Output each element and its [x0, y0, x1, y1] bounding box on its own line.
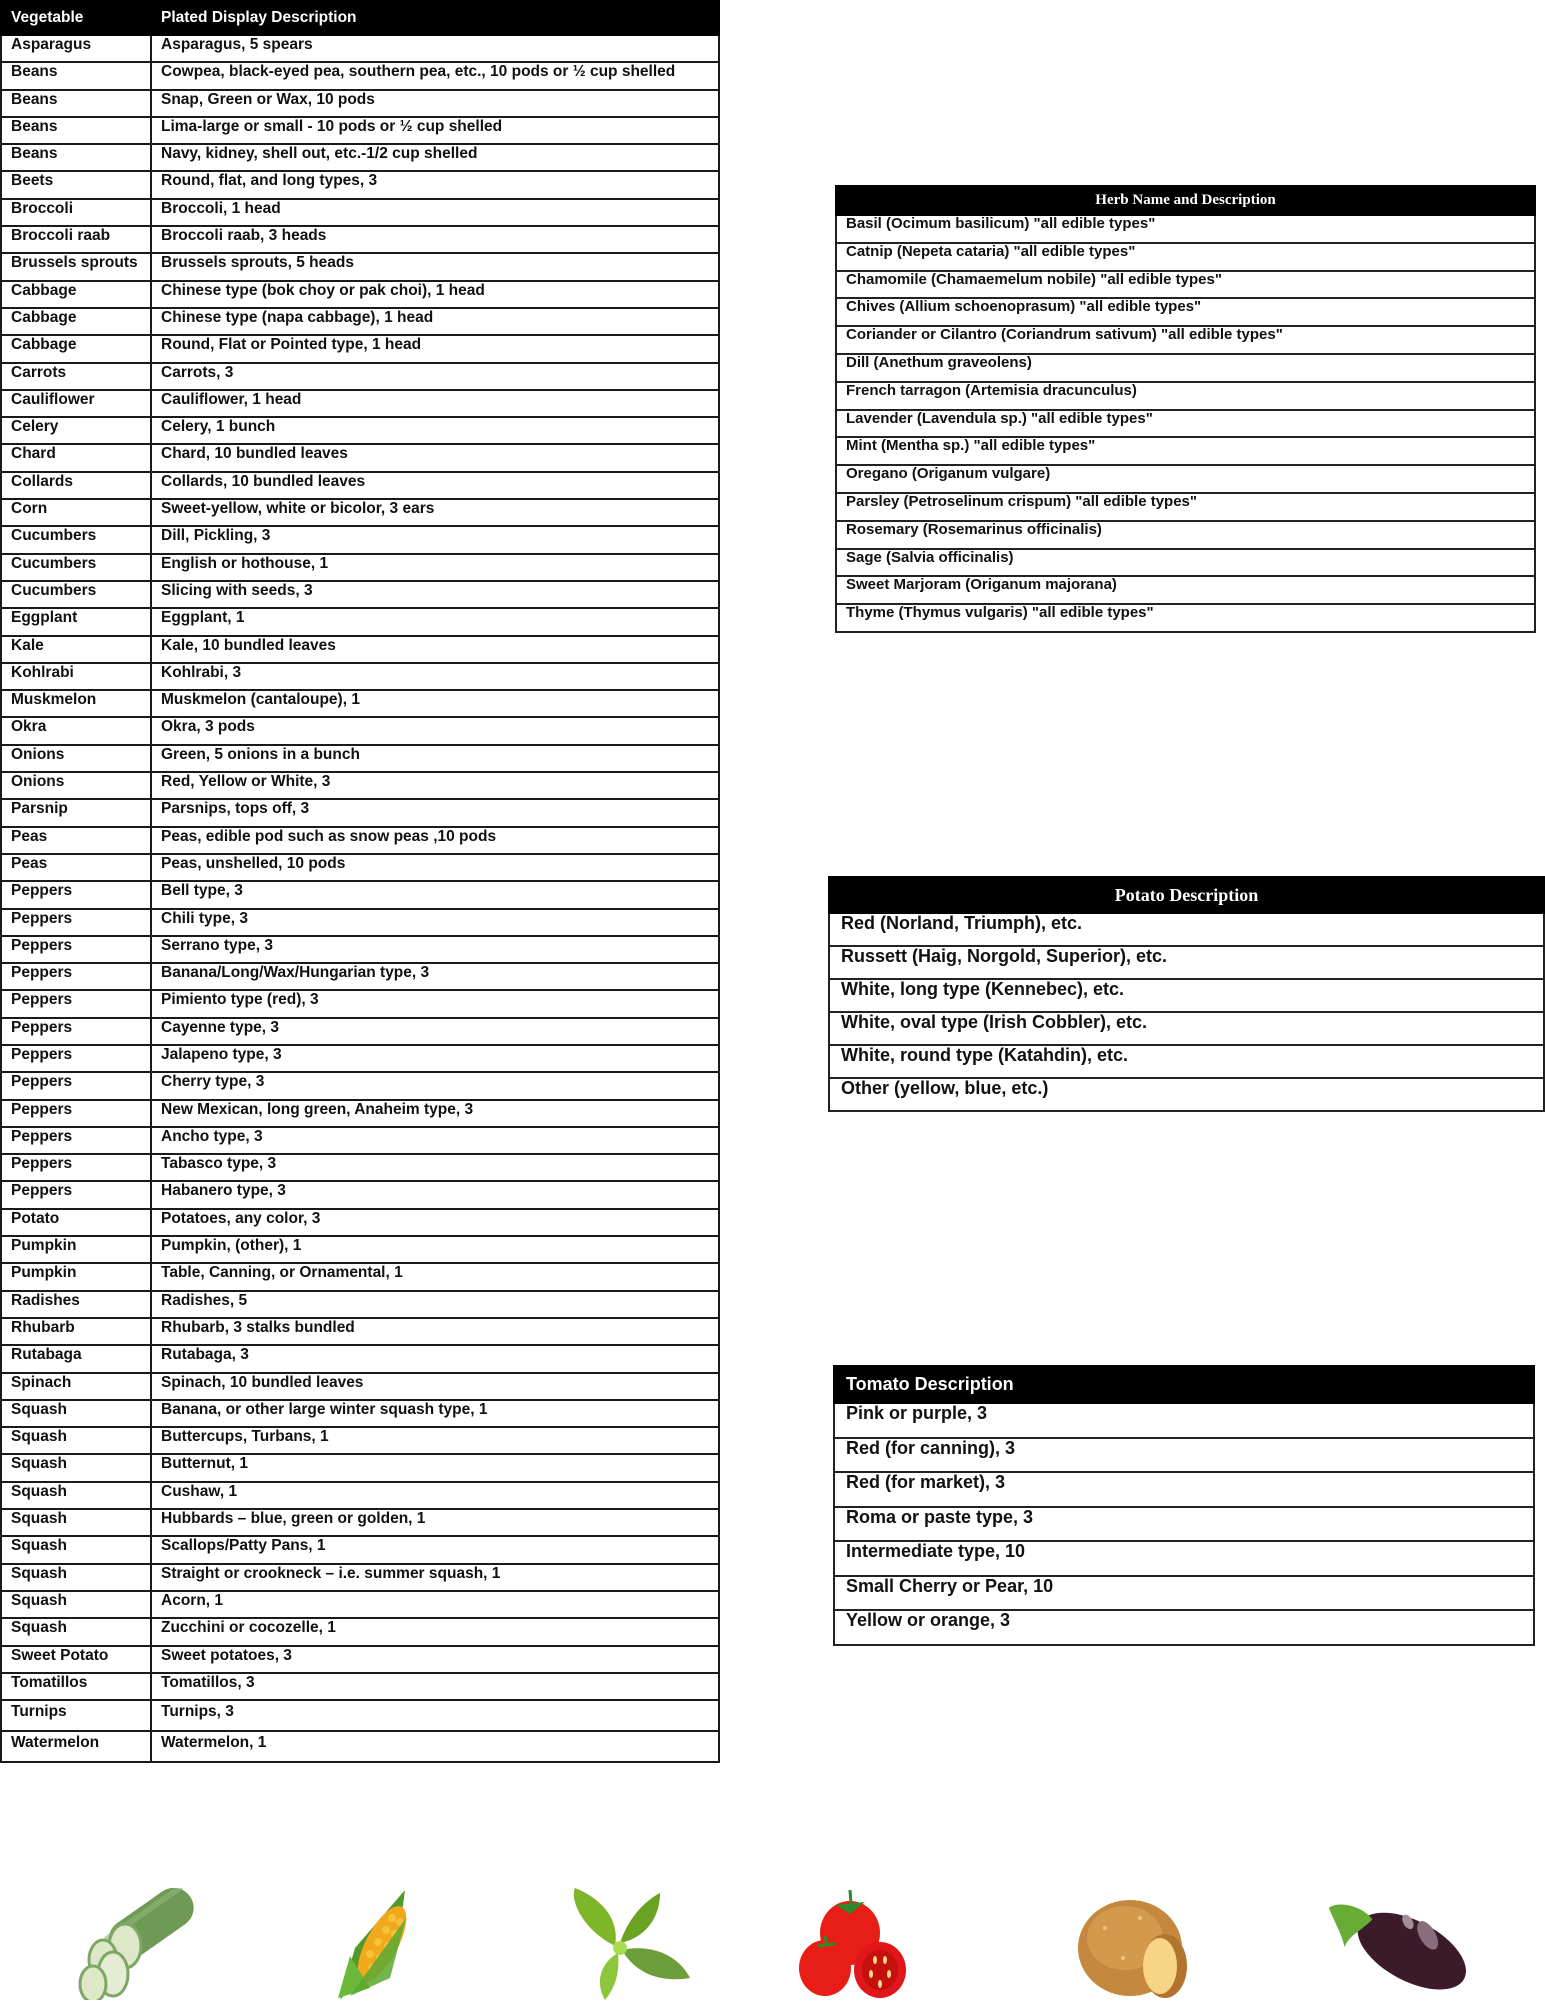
tomato-header-row — [834, 1366, 1534, 1403]
herb-description-cell: Parsley (Petroselinum crispum) "all edible types" — [836, 493, 1535, 521]
vegetable-description-cell: Parsnips, tops off, 3 — [151, 799, 719, 826]
vegetable-description-cell: Lima-large or small - 10 pods or ½ cup shelled — [151, 117, 719, 144]
tomato-description-cell: Intermediate type, 10 — [834, 1541, 1534, 1576]
vegetable-description-cell: Chili type, 3 — [151, 909, 719, 936]
herb-description-cell: Dill (Anethum graveolens) — [836, 354, 1535, 382]
table-row — [1, 1318, 719, 1345]
tomato-table-body — [834, 1403, 1534, 1645]
vegetable-description-cell: Bell type, 3 — [151, 881, 719, 908]
vegetable-description-cell: Asparagus, 5 spears — [151, 35, 719, 62]
vegetable-name-cell: Peppers — [1, 936, 151, 963]
vegetable-name-cell: Peppers — [1, 963, 151, 990]
vegetable-description-cell: Snap, Green or Wax, 10 pods — [151, 90, 719, 117]
vegetable-name-cell: Radishes — [1, 1291, 151, 1318]
vegetable-description-cell: Turnips, 3 — [151, 1700, 719, 1731]
vegetable-description-cell: Habanero type, 3 — [151, 1181, 719, 1208]
vegetable-name-cell: Carrots — [1, 363, 151, 390]
table-row — [1, 144, 719, 171]
table-row — [836, 243, 1535, 271]
table-row — [1, 171, 719, 198]
vegetable-name-cell: Cucumbers — [1, 554, 151, 581]
vegetable-name-cell: Squash — [1, 1427, 151, 1454]
vegetable-description-cell: Banana, or other large winter squash type, 1 — [151, 1400, 719, 1427]
mint-icon — [560, 1888, 710, 2000]
table-row — [1, 554, 719, 581]
vegetable-name-cell: Squash — [1, 1536, 151, 1563]
table-row — [834, 1438, 1534, 1473]
potato-table — [828, 876, 1545, 1112]
table-row — [836, 493, 1535, 521]
vegetable-description-cell: Dill, Pickling, 3 — [151, 526, 719, 553]
tomato-description-cell: Small Cherry or Pear, 10 — [834, 1576, 1534, 1611]
vegetable-name-cell: Peppers — [1, 909, 151, 936]
table-row — [1, 35, 719, 62]
vegetable-name-cell: Turnips — [1, 1700, 151, 1731]
vegetable-name-cell: Peppers — [1, 1100, 151, 1127]
table-row — [1, 1236, 719, 1263]
vegetable-description-cell: Navy, kidney, shell out, etc.-1/2 cup shelled — [151, 144, 719, 171]
table-row — [836, 549, 1535, 577]
table-row — [836, 604, 1535, 632]
vegetable-description-cell: Scallops/Patty Pans, 1 — [151, 1536, 719, 1563]
vegetable-name-cell: Okra — [1, 717, 151, 744]
table-row — [1, 363, 719, 390]
herb-description-cell: Basil (Ocimum basilicum) "all edible types" — [836, 215, 1535, 243]
table-row — [834, 1610, 1534, 1645]
table-row — [1, 636, 719, 663]
vegetable-name-cell: Cabbage — [1, 281, 151, 308]
table-row — [1, 581, 719, 608]
vegetable-description-cell: Peas, unshelled, 10 pods — [151, 854, 719, 881]
table-row — [1, 1700, 719, 1731]
tomato-description-cell: Red (for market), 3 — [834, 1472, 1534, 1507]
table-row — [836, 410, 1535, 438]
table-row — [1, 1564, 719, 1591]
vegetable-description-cell: Eggplant, 1 — [151, 608, 719, 635]
potato-description-cell: Red (Norland, Triumph), etc. — [829, 913, 1544, 946]
table-row — [1, 963, 719, 990]
vegetable-description-cell: Table, Canning, or Ornamental, 1 — [151, 1263, 719, 1290]
vegetable-name-cell: Brussels sprouts — [1, 253, 151, 280]
table-row — [1, 799, 719, 826]
potato-description-cell: Russett (Haig, Norgold, Superior), etc. — [829, 946, 1544, 979]
vegetable-description-cell: Ancho type, 3 — [151, 1127, 719, 1154]
vegetable-description-cell: English or hothouse, 1 — [151, 554, 719, 581]
table-row — [1, 1100, 719, 1127]
herb-table-title: Herb Name and Description — [836, 186, 1535, 215]
vegetable-description-cell: Celery, 1 bunch — [151, 417, 719, 444]
table-row — [1, 1127, 719, 1154]
vegetable-description-cell: Jalapeno type, 3 — [151, 1045, 719, 1072]
table-row — [836, 576, 1535, 604]
table-row — [1, 1673, 719, 1700]
vegetable-name-cell: Onions — [1, 772, 151, 799]
vegetable-description-cell: Kohlrabi, 3 — [151, 663, 719, 690]
table-row — [836, 354, 1535, 382]
tomato-description-cell: Pink or purple, 3 — [834, 1403, 1534, 1438]
table-row — [1, 62, 719, 89]
potato-icon — [1065, 1888, 1215, 2000]
herb-description-cell: French tarragon (Artemisia dracunculus) — [836, 382, 1535, 410]
vegetable-description-cell: Green, 5 onions in a bunch — [151, 745, 719, 772]
vegetable-description-cell: Pimiento type (red), 3 — [151, 990, 719, 1017]
potato-description-cell: White, oval type (Irish Cobbler), etc. — [829, 1012, 1544, 1045]
vegetable-description-cell: Carrots, 3 — [151, 363, 719, 390]
table-row — [829, 1078, 1544, 1111]
table-row — [836, 437, 1535, 465]
table-row — [1, 1646, 719, 1673]
table-row — [1, 1618, 719, 1645]
vegetable-name-cell: Corn — [1, 499, 151, 526]
vegetable-name-cell: Peppers — [1, 1072, 151, 1099]
potato-table-title: Potato Description — [829, 877, 1544, 913]
table-row — [1, 663, 719, 690]
table-row — [836, 465, 1535, 493]
tomato-table — [833, 1365, 1535, 1646]
table-row — [834, 1576, 1534, 1611]
vegetable-description-cell: Chinese type (napa cabbage), 1 head — [151, 308, 719, 335]
table-row — [1, 499, 719, 526]
vegetable-description-cell: Collards, 10 bundled leaves — [151, 472, 719, 499]
table-row — [1, 1731, 719, 1762]
table-row — [1, 1291, 719, 1318]
table-row — [834, 1507, 1534, 1542]
table-row — [829, 913, 1544, 946]
vegetable-description-cell: Sweet-yellow, white or bicolor, 3 ears — [151, 499, 719, 526]
vegetable-name-cell: Rhubarb — [1, 1318, 151, 1345]
vegetable-name-cell: Kale — [1, 636, 151, 663]
table-row — [1, 308, 719, 335]
table-header-row — [1, 1, 719, 35]
vegetable-description-cell: New Mexican, long green, Anaheim type, 3 — [151, 1100, 719, 1127]
vegetable-description-cell: Broccoli raab, 3 heads — [151, 226, 719, 253]
vegetable-display-table — [0, 0, 720, 1763]
vegetable-description-cell: Chard, 10 bundled leaves — [151, 444, 719, 471]
vegetable-description-cell: Butternut, 1 — [151, 1454, 719, 1481]
vegetable-name-cell: Parsnip — [1, 799, 151, 826]
vegetable-description-cell: Banana/Long/Wax/Hungarian type, 3 — [151, 963, 719, 990]
table-row — [834, 1541, 1534, 1576]
table-row — [1, 717, 719, 744]
vegetable-name-cell: Squash — [1, 1509, 151, 1536]
table-row — [1, 936, 719, 963]
potato-header-row — [829, 877, 1544, 913]
table-row — [1, 90, 719, 117]
table-row — [1, 1427, 719, 1454]
vegetable-name-cell: Cabbage — [1, 335, 151, 362]
vegetable-description-cell: Round, flat, and long types, 3 — [151, 171, 719, 198]
vegetable-name-cell: Sweet Potato — [1, 1646, 151, 1673]
table-row — [1, 1181, 719, 1208]
herb-description-cell: Thyme (Thymus vulgaris) "all edible types" — [836, 604, 1535, 632]
vegetable-description-cell: Acorn, 1 — [151, 1591, 719, 1618]
table-row — [1, 1045, 719, 1072]
vegetable-description-cell: Radishes, 5 — [151, 1291, 719, 1318]
vegetable-description-cell: Cayenne type, 3 — [151, 1018, 719, 1045]
vegetable-description-cell: Zucchini or cocozelle, 1 — [151, 1618, 719, 1645]
table-row — [836, 521, 1535, 549]
table-row — [1, 335, 719, 362]
vegetable-name-cell: Muskmelon — [1, 690, 151, 717]
table-row — [829, 979, 1544, 1012]
tomato-description-cell: Yellow or orange, 3 — [834, 1610, 1534, 1645]
table-row — [834, 1472, 1534, 1507]
vegetable-description-cell: Red, Yellow or White, 3 — [151, 772, 719, 799]
table-row — [1, 909, 719, 936]
vegetable-description-cell: Round, Flat or Pointed type, 1 head — [151, 335, 719, 362]
table-row — [1, 745, 719, 772]
table-row — [1, 472, 719, 499]
table-row — [1, 1536, 719, 1563]
vegetable-description-cell: Kale, 10 bundled leaves — [151, 636, 719, 663]
vegetable-name-cell: Watermelon — [1, 1731, 151, 1762]
vegetable-name-cell: Collards — [1, 472, 151, 499]
vegetable-name-cell: Cauliflower — [1, 390, 151, 417]
vegetable-name-cell: Pumpkin — [1, 1236, 151, 1263]
vegetable-name-cell: Cucumbers — [1, 581, 151, 608]
table-row — [836, 215, 1535, 243]
herb-description-cell: Sage (Salvia officinalis) — [836, 549, 1535, 577]
tomato-icon — [785, 1888, 935, 2000]
corn-icon — [310, 1888, 460, 2000]
table-row — [1, 417, 719, 444]
vegetable-description-cell: Okra, 3 pods — [151, 717, 719, 744]
herb-description-cell: Oregano (Origanum vulgare) — [836, 465, 1535, 493]
column-header-description: Plated Display Description — [151, 1, 719, 35]
table-row — [829, 1012, 1544, 1045]
table-row — [1, 281, 719, 308]
herb-description-cell: Chives (Allium schoenoprasum) "all edible types" — [836, 298, 1535, 326]
vegetable-description-cell: Tomatillos, 3 — [151, 1673, 719, 1700]
tomato-description-cell: Red (for canning), 3 — [834, 1438, 1534, 1473]
vegetable-name-cell: Peppers — [1, 1018, 151, 1045]
potato-description-cell: Other (yellow, blue, etc.) — [829, 1078, 1544, 1111]
vegetable-name-cell: Squash — [1, 1400, 151, 1427]
vegetable-description-cell: Cowpea, black-eyed pea, southern pea, etc., 10 pods or ½ cup shelled — [151, 62, 719, 89]
table-row — [1, 854, 719, 881]
table-row — [834, 1403, 1534, 1438]
table-row — [1, 608, 719, 635]
table-row — [1, 990, 719, 1017]
table-row — [1, 390, 719, 417]
vegetable-description-cell: Spinach, 10 bundled leaves — [151, 1373, 719, 1400]
herb-header-row — [836, 186, 1535, 215]
potato-table-body — [829, 913, 1544, 1111]
herb-description-cell: Lavender (Lavendula sp.) "all edible types" — [836, 410, 1535, 438]
vegetable-name-cell: Cabbage — [1, 308, 151, 335]
vegetable-description-cell: Muskmelon (cantaloupe), 1 — [151, 690, 719, 717]
vegetable-name-cell: Beans — [1, 144, 151, 171]
vegetable-name-cell: Peppers — [1, 1154, 151, 1181]
vegetable-table-body — [1, 35, 719, 1762]
table-row — [1, 1209, 719, 1236]
table-row — [1, 1345, 719, 1372]
table-row — [1, 117, 719, 144]
vegetable-name-cell: Beets — [1, 171, 151, 198]
vegetable-name-cell: Spinach — [1, 1373, 151, 1400]
herb-table-body — [836, 215, 1535, 632]
table-row — [1, 1373, 719, 1400]
table-row — [1, 199, 719, 226]
vegetable-description-cell: Cherry type, 3 — [151, 1072, 719, 1099]
table-row — [1, 827, 719, 854]
herb-description-cell: Coriander or Cilantro (Coriandrum sativum) "all edible types" — [836, 326, 1535, 354]
table-row — [836, 326, 1535, 354]
vegetable-name-cell: Tomatillos — [1, 1673, 151, 1700]
vegetable-description-cell: Sweet potatoes, 3 — [151, 1646, 719, 1673]
vegetable-name-cell: Peas — [1, 854, 151, 881]
vegetable-description-cell: Cauliflower, 1 head — [151, 390, 719, 417]
table-row — [1, 1454, 719, 1481]
vegetable-name-cell: Peppers — [1, 881, 151, 908]
table-row — [836, 382, 1535, 410]
table-row — [1, 526, 719, 553]
vegetable-description-cell: Tabasco type, 3 — [151, 1154, 719, 1181]
table-row — [1, 1591, 719, 1618]
herb-description-cell: Sweet Marjoram (Origanum majorana) — [836, 576, 1535, 604]
vegetable-description-cell: Rutabaga, 3 — [151, 1345, 719, 1372]
vegetable-name-cell: Peas — [1, 827, 151, 854]
vegetable-name-cell: Broccoli — [1, 199, 151, 226]
table-row — [1, 881, 719, 908]
potato-description-cell: White, long type (Kennebec), etc. — [829, 979, 1544, 1012]
vegetable-name-cell: Potato — [1, 1209, 151, 1236]
table-row — [1, 444, 719, 471]
table-row — [1, 1400, 719, 1427]
table-row — [1, 1482, 719, 1509]
table-row — [1, 226, 719, 253]
vegetable-name-cell: Asparagus — [1, 35, 151, 62]
vegetable-name-cell: Peppers — [1, 1045, 151, 1072]
vegetable-description-cell: Buttercups, Turbans, 1 — [151, 1427, 719, 1454]
vegetable-description-cell: Brussels sprouts, 5 heads — [151, 253, 719, 280]
table-row — [1, 1154, 719, 1181]
table-row — [1, 1018, 719, 1045]
vegetable-description-cell: Pumpkin, (other), 1 — [151, 1236, 719, 1263]
table-row — [1, 690, 719, 717]
vegetable-description-cell: Chinese type (bok choy or pak choi), 1 head — [151, 281, 719, 308]
vegetable-name-cell: Squash — [1, 1564, 151, 1591]
vegetable-name-cell: Rutabaga — [1, 1345, 151, 1372]
vegetable-name-cell: Peppers — [1, 1127, 151, 1154]
vegetable-name-cell: Squash — [1, 1454, 151, 1481]
potato-description-cell: White, round type (Katahdin), etc. — [829, 1045, 1544, 1078]
vegetable-description-cell: Peas, edible pod such as snow peas ,10 pods — [151, 827, 719, 854]
vegetable-description-cell: Cushaw, 1 — [151, 1482, 719, 1509]
vegetable-description-cell: Broccoli, 1 head — [151, 199, 719, 226]
table-row — [1, 253, 719, 280]
tomato-description-cell: Roma or paste type, 3 — [834, 1507, 1534, 1542]
vegetable-name-cell: Peppers — [1, 990, 151, 1017]
vegetable-description-cell: Potatoes, any color, 3 — [151, 1209, 719, 1236]
vegetable-name-cell: Squash — [1, 1591, 151, 1618]
herb-description-cell: Chamomile (Chamaemelum nobile) "all edible types" — [836, 271, 1535, 299]
vegetable-name-cell: Onions — [1, 745, 151, 772]
table-row — [829, 1045, 1544, 1078]
vegetable-name-cell: Peppers — [1, 1181, 151, 1208]
vegetable-description-cell: Serrano type, 3 — [151, 936, 719, 963]
table-row — [1, 772, 719, 799]
tomato-table-title: Tomato Description — [834, 1366, 1534, 1403]
table-row — [1, 1263, 719, 1290]
vegetable-name-cell: Chard — [1, 444, 151, 471]
table-row — [1, 1509, 719, 1536]
vegetable-name-cell: Pumpkin — [1, 1263, 151, 1290]
table-row — [836, 298, 1535, 326]
table-row — [829, 946, 1544, 979]
herb-description-cell: Rosemary (Rosemarinus officinalis) — [836, 521, 1535, 549]
column-header-vegetable: Vegetable — [1, 1, 151, 35]
eggplant-icon — [1325, 1888, 1475, 2000]
table-row — [836, 271, 1535, 299]
vegetable-description-cell: Straight or crookneck – i.e. summer squash, 1 — [151, 1564, 719, 1591]
vegetable-name-cell: Celery — [1, 417, 151, 444]
herb-description-cell: Mint (Mentha sp.) "all edible types" — [836, 437, 1535, 465]
vegetable-name-cell: Eggplant — [1, 608, 151, 635]
cucumber-icon — [45, 1888, 195, 2000]
vegetable-name-cell: Broccoli raab — [1, 226, 151, 253]
herb-table — [835, 185, 1536, 633]
vegetable-description-cell: Rhubarb, 3 stalks bundled — [151, 1318, 719, 1345]
vegetable-name-cell: Beans — [1, 117, 151, 144]
vegetable-name-cell: Squash — [1, 1618, 151, 1645]
vegetable-description-cell: Slicing with seeds, 3 — [151, 581, 719, 608]
vegetable-description-cell: Hubbards – blue, green or golden, 1 — [151, 1509, 719, 1536]
vegetable-name-cell: Cucumbers — [1, 526, 151, 553]
vegetable-name-cell: Kohlrabi — [1, 663, 151, 690]
vegetable-description-cell: Watermelon, 1 — [151, 1731, 719, 1762]
herb-description-cell: Catnip (Nepeta cataria) "all edible types" — [836, 243, 1535, 271]
table-row — [1, 1072, 719, 1099]
vegetable-name-cell: Beans — [1, 90, 151, 117]
vegetable-name-cell: Beans — [1, 62, 151, 89]
vegetable-name-cell: Squash — [1, 1482, 151, 1509]
